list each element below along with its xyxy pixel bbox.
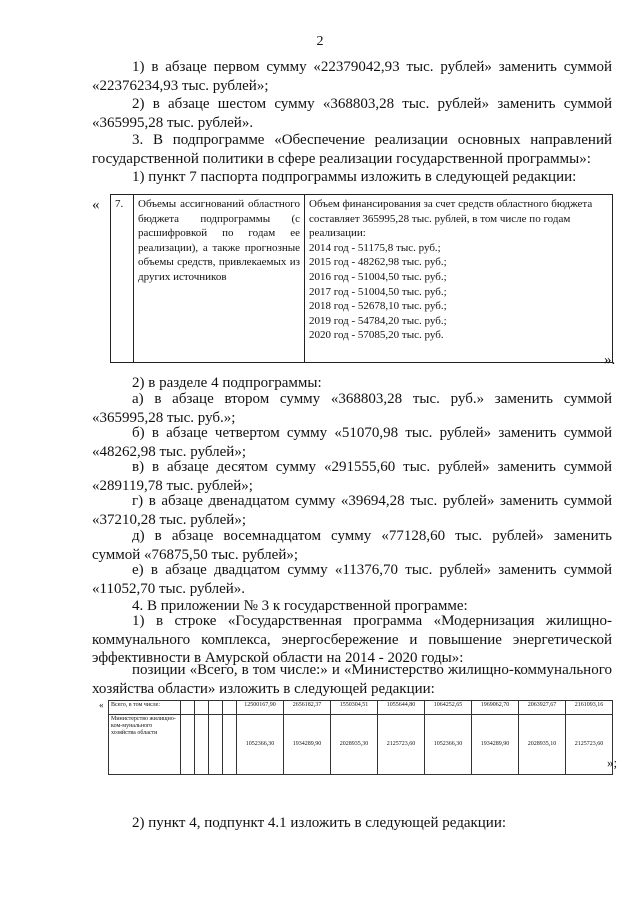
paragraph-6: а) в абзаце втором сумму «368803,28 тыс. руб.» заменить суммой «365995,28 тыс. руб.»; bbox=[92, 391, 612, 426]
table2-row2-value: 2125723,60 bbox=[378, 715, 425, 775]
table2-row2-value: 2125723,60 bbox=[566, 715, 613, 775]
paragraph-13: 1) в строке «Государственная программа «Модернизация жилищно-коммунального комплекса, энергосбережение и повышение энергетической эффективности в Амурской области на 2014 - 2020 годы»: bbox=[92, 613, 612, 666]
paragraph-3: 3. В подпрограмме «Обеспечение реализации основных направлений государственной политики в сфере реализации государственной программы»: bbox=[92, 132, 612, 167]
table1-label: Объемы ассигнований областного бюджета подпрограммы (с расшифровкой по годам ее реализации), а также прогнозные объемы средств, привлекаемых из других источников bbox=[134, 195, 305, 363]
table1-number: 7. bbox=[111, 195, 134, 363]
page-number: 2 bbox=[316, 34, 324, 49]
table2-empty-cell bbox=[181, 701, 195, 715]
budget-table bbox=[108, 700, 613, 775]
paragraph-12: 4. В приложении № 3 к государственной программе: bbox=[132, 598, 468, 614]
table1-close-quote: ». bbox=[604, 352, 616, 368]
paragraph-1: 1) в абзаце первом сумму «22379042,93 тыс. рублей» заменить суммой «22376234,93 тыс. рублей»; bbox=[92, 59, 612, 94]
table1-year-2016: 2016 год - 51004,50 тыс. руб.; bbox=[309, 270, 447, 283]
paragraph-9: г) в абзаце двенадцатом сумму «39694,28 тыс. рублей» заменить суммой «37210,28 тыс. рублей»; bbox=[92, 493, 612, 528]
table2-row2-value: 1052366,30 bbox=[237, 715, 284, 775]
table2-row2-value: 2028935,10 bbox=[519, 715, 566, 775]
table1-intro: Объем финансирования за счет средств областного бюджета составляет 365995,28 тыс. рублей, в том числе по годам реализации: bbox=[309, 198, 593, 240]
paragraph-15: 2) пункт 4, подпункт 4.1 изложить в следующей редакции: bbox=[132, 815, 507, 831]
table2-row1-value: 1550304,51 bbox=[331, 701, 378, 715]
table1-year-2015: 2015 год - 48262,98 тыс. руб.; bbox=[309, 256, 447, 269]
table2-row1-value: 1055644,80 bbox=[378, 701, 425, 715]
table2-row2-value: 2028935,30 bbox=[331, 715, 378, 775]
table2-empty-cell bbox=[195, 701, 209, 715]
table2-row1-value: 12500167,90 bbox=[237, 701, 284, 715]
table1-content bbox=[305, 195, 613, 363]
table2-open-quote: « bbox=[99, 700, 104, 710]
table2-empty-cell bbox=[209, 701, 223, 715]
table2-empty-cell bbox=[223, 715, 237, 775]
table2-empty-cell bbox=[223, 701, 237, 715]
table2-empty-cell bbox=[181, 715, 195, 775]
table1-year-2017: 2017 год - 51004,50 тыс. руб.; bbox=[309, 285, 447, 298]
table2-close-quote: »; bbox=[607, 755, 618, 770]
table2-row2-value: 1052366,30 bbox=[425, 715, 472, 775]
table1-year-2018: 2018 год - 52678,10 тыс. руб.; bbox=[309, 300, 447, 313]
table1-year-2019: 2019 год - 54784,20 тыс. руб.; bbox=[309, 314, 447, 327]
table2-row1-value: 2063927,67 bbox=[519, 701, 566, 715]
table2-row2-label: Министерство жилищно-ком-мунального хозяйства области bbox=[109, 715, 181, 775]
paragraph-8: в) в абзаце десятом сумму «291555,60 тыс. рублей» заменить суммой «289119,78 тыс. рублей»; bbox=[92, 459, 612, 494]
table1-year-2014: 2014 год - 51175,8 тыс. руб.; bbox=[309, 241, 441, 254]
table2-row1-value: 2656182,37 bbox=[284, 701, 331, 715]
paragraph-2: 2) в абзаце шестом сумму «368803,28 тыс. рублей» заменить суммой «365995,28 тыс. рублей». bbox=[92, 96, 612, 131]
paragraph-11: е) в абзаце двадцатом сумму «11376,70 тыс. рублей» заменить суммой «11052,70 тыс. рублей». bbox=[92, 562, 612, 597]
table1-open-quote: « bbox=[92, 197, 100, 213]
table2-row1-value: 2161093,16 bbox=[566, 701, 613, 715]
paragraph-7: б) в абзаце четвертом сумму «51070,98 тыс. рублей» заменить суммой «48262,98 тыс. рублей»; bbox=[92, 425, 612, 460]
paragraph-10: д) в абзаце восемнадцатом сумму «77128,60 тыс. рублей» заменить суммой «76875,50 тыс. рублей»; bbox=[92, 528, 612, 563]
table2-row2-value: 1934289,90 bbox=[284, 715, 331, 775]
table2-row1-value: 1969062,70 bbox=[472, 701, 519, 715]
table2-row1-label: Всего, в том числе: bbox=[109, 701, 181, 715]
table2-row1-value: 1064252,65 bbox=[425, 701, 472, 715]
funding-table bbox=[110, 194, 613, 363]
table2-empty-cell bbox=[209, 715, 223, 775]
paragraph-14: позиции «Всего, в том числе:» и «Министерство жилищно-коммунального хозяйства области» изложить в следующей редакции: bbox=[92, 662, 612, 697]
table2-empty-cell bbox=[195, 715, 209, 775]
table2-row2-value: 1934289,90 bbox=[472, 715, 519, 775]
paragraph-4: 1) пункт 7 паспорта подпрограммы изложить в следующей редакции: bbox=[132, 169, 577, 185]
table1-year-2020: 2020 год - 57085,20 тыс. руб. bbox=[309, 329, 444, 342]
paragraph-5: 2) в разделе 4 подпрограммы: bbox=[132, 375, 322, 391]
